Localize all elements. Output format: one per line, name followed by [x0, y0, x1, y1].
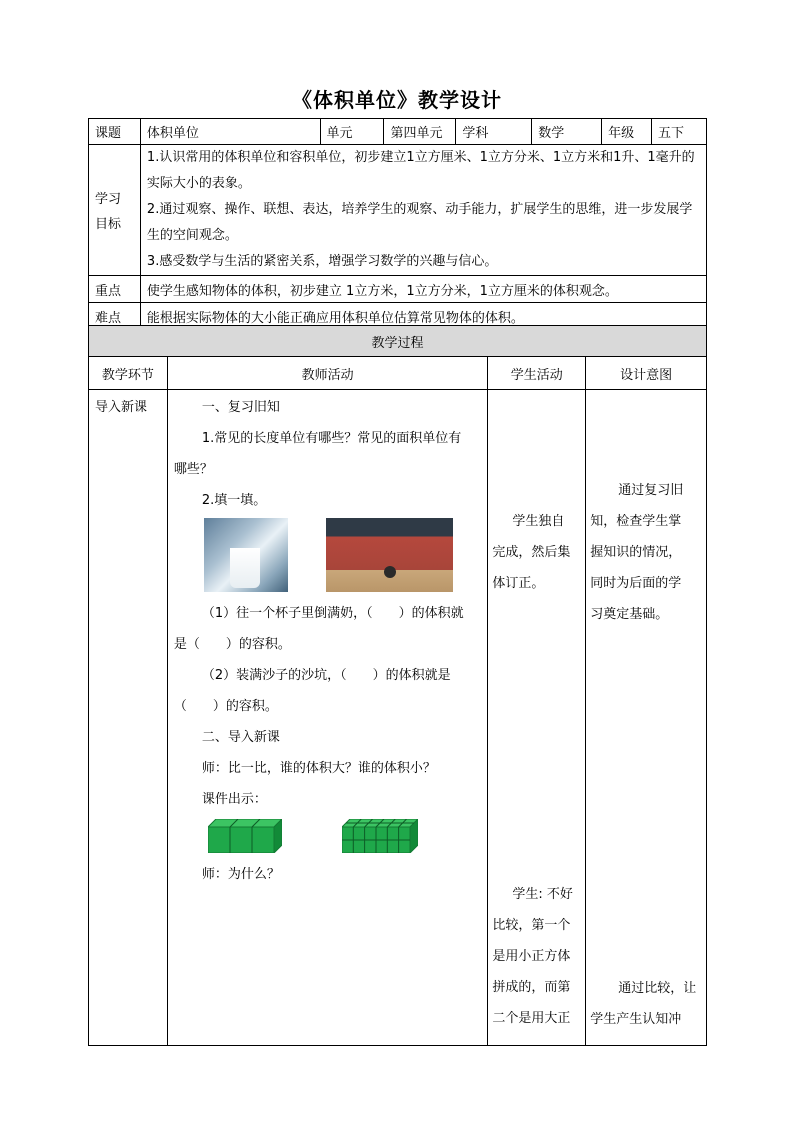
intent-line: 学生产生认知冲 — [590, 1012, 682, 1027]
teacher-line: （1）往一个杯子里倒满奶，（ ）的体积就 — [201, 606, 464, 621]
teacher-line: 1.常见的长度单位有哪些？常见的面积单位有 — [201, 431, 462, 446]
teacher-line: （2）装满沙子的沙坑，（ ）的体积就是 — [201, 668, 451, 683]
student-line: 完成，然后集 — [492, 545, 571, 560]
intent-line: 通过复习旧 — [618, 483, 684, 498]
goal-item: 3.感受数学与生活的紧密关系，增强学习数学的兴趣与信心。 — [146, 254, 498, 269]
key-value: 使学生感知物体的体积，初步建立 1立方米，1立方分米，1立方厘米的体积观念。 — [140, 276, 706, 303]
student-line: 学生独自 — [512, 514, 565, 529]
teacher-line: 师：比一比，谁的体积大？谁的体积小？ — [201, 761, 436, 776]
student-line: 拼成的，而第 — [492, 980, 571, 995]
intent-line: 知，检查学生掌 — [590, 514, 682, 529]
teacher-line: 二、导入新课 — [201, 730, 280, 745]
cubes-row — [208, 819, 482, 859]
goals-cell — [140, 145, 706, 276]
teacher-line: 是（ ）的容积。 — [173, 637, 291, 652]
student-line: 二个是用大正 — [492, 1011, 571, 1026]
header-intent: 设计意图 — [586, 357, 707, 390]
grade-value: 五下 — [652, 119, 707, 145]
intent-line: 通过比较，让 — [618, 981, 697, 996]
small-cubes-figure — [342, 819, 418, 853]
student-cell — [488, 390, 586, 1046]
teacher-line: 哪些？ — [173, 462, 213, 477]
student-line: 比较，第一个 — [492, 918, 571, 933]
grade-label: 年级 — [602, 119, 652, 145]
unit-label: 单元 — [320, 119, 384, 145]
intent-line: 握知识的情况， — [590, 545, 682, 560]
subject-value: 数学 — [532, 119, 602, 145]
info-table — [88, 118, 707, 330]
teacher-line: 一、复习旧知 — [201, 400, 280, 415]
document-title: 《体积单位》教学设计 — [292, 88, 502, 112]
key-label: 重点 — [89, 276, 141, 303]
intent-line: 同时为后面的学 — [590, 576, 682, 591]
intent-cell — [586, 390, 707, 1046]
header-student: 学生活动 — [488, 357, 586, 390]
keti-value: 体积单位 — [140, 119, 320, 145]
intent-line: 习奠定基础。 — [590, 607, 669, 622]
unit-value: 第四单元 — [384, 119, 456, 145]
teacher-line: 师：为什么？ — [201, 867, 280, 882]
teacher-line: （ ）的容积。 — [173, 699, 278, 714]
goals-label: 学习 目标 — [89, 145, 141, 276]
difficulty-label: 难点 — [89, 303, 141, 330]
large-cubes-figure — [208, 819, 282, 853]
header-teacher: 教师活动 — [167, 357, 488, 390]
header-stage: 教学环节 — [89, 357, 168, 390]
subject-label: 学科 — [456, 119, 532, 145]
goal-item: 2.通过观察、操作、联想、表达，培养学生的观察、动手能力，扩展学生的思维，进一步发展学生的空间观念。 — [146, 202, 693, 243]
process-band: 教学过程 — [89, 326, 707, 357]
teacher-line: 2.填一填。 — [201, 493, 267, 508]
keti-label: 课题 — [89, 119, 141, 145]
milk-glass-photo — [204, 518, 288, 592]
figure-row — [204, 518, 482, 598]
stage-cell — [89, 390, 168, 1046]
student-line: 是用小正方体 — [492, 949, 571, 964]
teacher-line: 课件出示： — [201, 792, 267, 807]
difficulty-value: 能根据实际物体的大小能正确应用体积单位估算常见物体的体积。 — [140, 303, 706, 330]
student-line: 体订正。 — [492, 576, 545, 591]
stage-label: 导入新课 — [95, 400, 148, 415]
process-table — [88, 325, 707, 1046]
sand-pit-photo — [326, 518, 453, 592]
goal-item: 1.认识常用的体积单位和容积单位，初步建立1立方厘米、1立方分米、1立方米和1升、1毫升的实际大小的表象。 — [146, 150, 695, 191]
student-line: 学生: 不好 — [512, 887, 573, 902]
teacher-cell — [167, 390, 488, 1046]
